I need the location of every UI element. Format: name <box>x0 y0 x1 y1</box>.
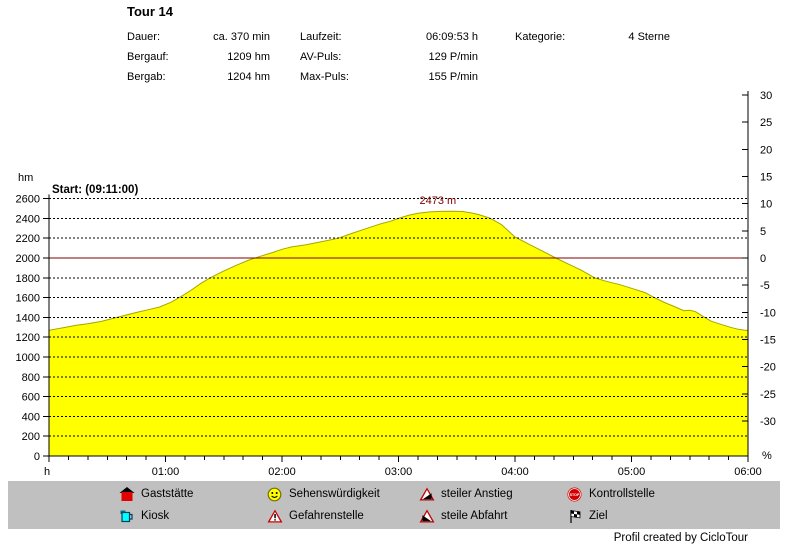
left-axis-hm <box>16 172 49 463</box>
svg-text:0: 0 <box>33 451 40 463</box>
svg-text:-15: -15 <box>760 334 776 347</box>
svg-text:02:00: 02:00 <box>268 466 296 478</box>
svg-text:01:00: 01:00 <box>151 466 180 478</box>
svg-text:STOP: STOP <box>569 492 580 497</box>
steep-ascent-icon <box>418 487 435 502</box>
legend-label: steiler Anstieg <box>441 488 513 500</box>
legend-item-kiosk <box>118 505 193 527</box>
legend <box>8 481 780 529</box>
svg-text:2600: 2600 <box>15 193 40 206</box>
stat-label: Laufzeit: <box>300 31 342 43</box>
svg-text:1200: 1200 <box>15 332 40 345</box>
legend-column-4 <box>566 483 655 527</box>
checkpoint-icon <box>566 487 583 502</box>
left-axis-unit: hm <box>18 172 34 184</box>
svg-text:2000: 2000 <box>15 253 40 265</box>
svg-text:06:00: 06:00 <box>734 466 762 478</box>
legend-label: Ziel <box>589 510 608 522</box>
svg-text:800: 800 <box>21 371 40 384</box>
svg-text:10: 10 <box>760 198 773 211</box>
stat-value: ca. 370 min <box>213 31 270 43</box>
stat-value: 1209 hm <box>227 51 270 63</box>
legend-label: Gaststätte <box>141 488 194 500</box>
right-axis-unit: % <box>762 450 772 462</box>
svg-text:0: 0 <box>760 253 767 265</box>
legend-item-gaststaette <box>118 483 193 505</box>
svg-text:15: 15 <box>760 171 773 184</box>
svg-text:600: 600 <box>21 391 40 404</box>
stat-label: AV-Puls: <box>300 51 342 63</box>
start-time-annotation: Start: (09:11:00) <box>52 184 139 196</box>
kiosk-icon <box>118 509 135 524</box>
x-axis-time <box>44 456 762 478</box>
svg-text:5: 5 <box>760 225 767 238</box>
sight-icon <box>266 487 283 502</box>
danger-icon <box>266 509 283 524</box>
legend-label: Kiosk <box>141 510 170 522</box>
stat-label: Bergab: <box>127 71 166 83</box>
svg-text:-10: -10 <box>760 307 776 320</box>
svg-text:-20: -20 <box>760 361 776 374</box>
svg-text:04:00: 04:00 <box>501 466 529 478</box>
legend-item-steiler-anstieg <box>418 483 513 505</box>
legend-item-steile-abfahrt <box>418 505 513 527</box>
tour-title: Tour 14 <box>127 4 173 19</box>
svg-text:2200: 2200 <box>15 233 40 246</box>
legend-item-ziel <box>566 505 655 527</box>
svg-text:1600: 1600 <box>15 292 40 305</box>
stat-label: Bergauf: <box>127 51 169 63</box>
credit-text: Profil created by CicloTour <box>613 532 748 544</box>
svg-text:400: 400 <box>21 411 40 424</box>
elevation-area <box>49 211 748 456</box>
svg-text:20: 20 <box>760 144 773 157</box>
svg-text:-25: -25 <box>760 388 776 401</box>
legend-column-2 <box>266 483 380 527</box>
svg-text:1400: 1400 <box>15 312 40 325</box>
legend-column-3 <box>418 483 513 527</box>
restaurant-icon <box>118 487 135 502</box>
svg-text:2400: 2400 <box>15 213 40 226</box>
steep-descent-icon <box>418 509 435 524</box>
peak-elevation-annotation: 2473 m <box>419 195 457 208</box>
svg-text:-30: -30 <box>760 415 776 428</box>
svg-text:25: 25 <box>760 117 773 130</box>
stat-label: Dauer: <box>127 31 161 43</box>
svg-text:03:00: 03:00 <box>384 466 413 478</box>
legend-label: steile Abfahrt <box>441 510 508 522</box>
svg-text:1000: 1000 <box>15 352 40 364</box>
legend-label: Sehenswürdigkeit <box>289 488 380 500</box>
stat-value: 129 P/min <box>428 51 478 63</box>
svg-text:30: 30 <box>760 90 773 103</box>
stat-value: 4 Sterne <box>628 31 670 43</box>
svg-text:05:00: 05:00 <box>617 466 646 478</box>
legend-item-kontrollstelle <box>566 483 655 505</box>
stat-label: Max-Puls: <box>300 71 349 83</box>
stat-value: 155 P/min <box>428 71 478 83</box>
stat-label: Kategorie: <box>515 31 566 43</box>
legend-column-1 <box>118 483 193 527</box>
svg-text:-5: -5 <box>760 280 770 293</box>
legend-item-gefahrenstelle <box>266 505 380 527</box>
legend-item-sehenswuerdigkeit <box>266 483 380 505</box>
finish-flag-icon <box>566 509 583 524</box>
legend-label: Kontrollstelle <box>589 488 655 500</box>
stat-value: 06:09:53 h <box>426 31 478 43</box>
x-axis-unit: h <box>44 466 51 478</box>
svg-text:1800: 1800 <box>15 272 40 285</box>
legend-label: Gefahrenstelle <box>289 510 364 522</box>
svg-text:200: 200 <box>21 431 40 444</box>
stat-value: 1204 hm <box>227 71 270 83</box>
